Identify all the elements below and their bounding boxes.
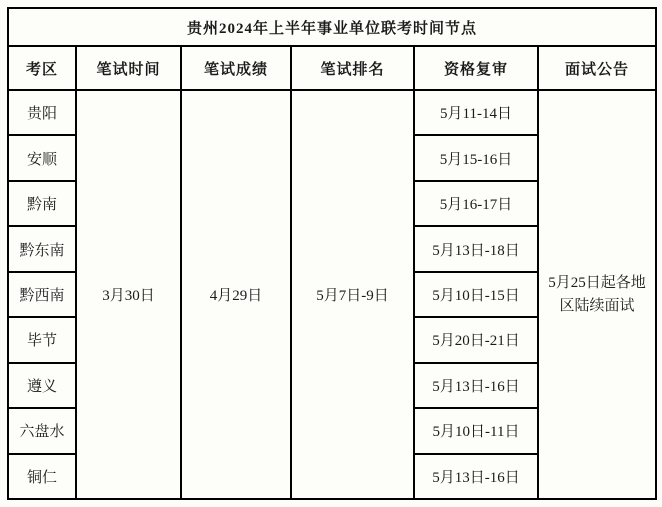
header-exam-score: 笔试成绩 (181, 46, 291, 90)
region-cell: 黔东南 (8, 226, 76, 271)
header-exam-time: 笔试时间 (76, 46, 181, 90)
exam-schedule-table (7, 7, 657, 500)
exam-score-cell: 4月29日 (181, 90, 291, 499)
region-cell: 贵阳 (8, 90, 76, 135)
review-cell: 5月11-14日 (414, 90, 538, 135)
table-row (8, 90, 656, 135)
review-cell: 5月15-16日 (414, 135, 538, 180)
review-cell: 5月13日-16日 (414, 454, 538, 500)
region-cell: 六盘水 (8, 408, 76, 453)
title-row (8, 8, 656, 46)
region-cell: 黔西南 (8, 272, 76, 317)
review-cell: 5月16-17日 (414, 181, 538, 226)
header-exam-rank: 笔试排名 (291, 46, 414, 90)
header-row (8, 46, 656, 90)
header-qualification: 资格复审 (414, 46, 538, 90)
review-cell: 5月10日-11日 (414, 408, 538, 453)
review-cell: 5月13日-18日 (414, 226, 538, 271)
exam-time-cell: 3月30日 (76, 90, 181, 499)
region-cell: 安顺 (8, 135, 76, 180)
header-region: 考区 (8, 46, 76, 90)
review-cell: 5月10日-15日 (414, 272, 538, 317)
table-title: 贵州2024年上半年事业单位联考时间节点 (8, 8, 656, 46)
interview-notice-cell: 5月25日起各地区陆续面试 (538, 90, 656, 499)
review-cell: 5月20日-21日 (414, 317, 538, 362)
review-cell: 5月13日-16日 (414, 363, 538, 408)
region-cell: 黔南 (8, 181, 76, 226)
region-cell: 铜仁 (8, 454, 76, 500)
region-cell: 毕节 (8, 317, 76, 362)
exam-rank-cell: 5月7日-9日 (291, 90, 414, 499)
header-interview: 面试公告 (538, 46, 656, 90)
region-cell: 遵义 (8, 363, 76, 408)
